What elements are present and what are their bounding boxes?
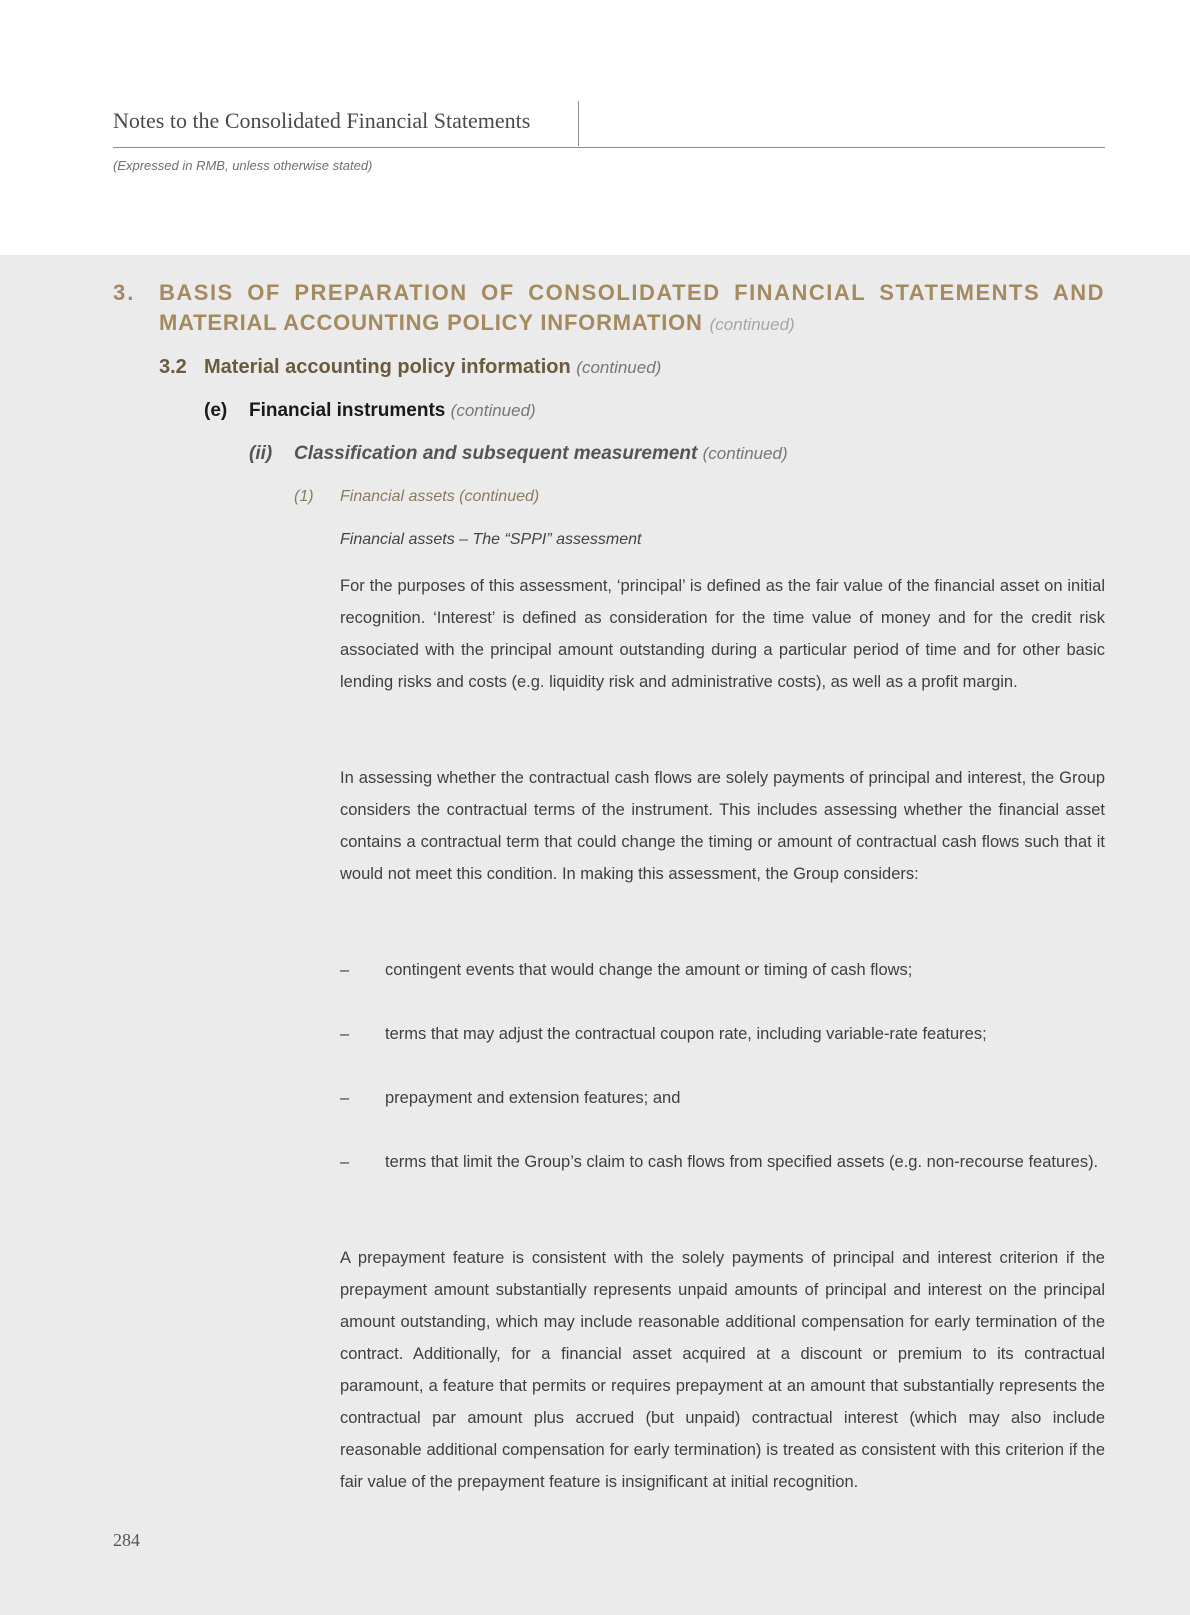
item-e-number: (e) (204, 400, 228, 421)
item-ii-number: (ii) (249, 443, 273, 464)
bullet-dash: – (340, 961, 350, 979)
item-e-title: Financial instruments (249, 400, 446, 421)
subsection-title: Material accounting policy information (204, 356, 571, 378)
subsection-number: 3.2 (159, 356, 187, 378)
list-item: contingent events that would change the amount or timing of cash flows; (385, 961, 913, 979)
section-title-text: MATERIAL ACCOUNTING POLICY INFORMATION (159, 310, 703, 335)
subsection-heading (204, 356, 661, 379)
section-continued: (continued) (709, 315, 795, 334)
document-header-title: Notes to the Consolidated Financial Statements (113, 108, 531, 133)
item-e-continued: (continued) (450, 401, 536, 420)
item-1-title: Financial assets (continued) (340, 488, 540, 505)
item-ii-continued: (continued) (702, 444, 788, 463)
header-vertical-rule (578, 101, 579, 146)
sppi-heading: Financial assets – The “SPPI” assessment (340, 531, 642, 548)
list-item: terms that may adjust the contractual coupon rate, including variable-rate features; (385, 1025, 987, 1043)
bullet-dash: – (340, 1089, 350, 1107)
paragraph-assessment: In assessing whether the contractual cash flows are solely payments of principal and interest, the Group considers the contractual terms of the instrument. This includes assessing whether the financial asset contains a contractual term that could change the timing or amount of contractual cash flows such that it would not meet this condition. In making this assessment, the Group considers: (340, 769, 1105, 883)
section-title-line-1: BASIS OF PREPARATION OF CONSOLIDATED FINANCIAL STATEMENTS AND (159, 280, 1105, 305)
item-1-number: (1) (294, 488, 314, 505)
item-ii-heading (294, 443, 788, 465)
page-number: 284 (113, 1530, 140, 1550)
item-ii-title: Classification and subsequent measurement (294, 443, 698, 464)
paragraph-principal-definition: For the purposes of this assessment, ‘principal’ is defined as the fair value of the financial asset on initial recognition. ‘Interest’ is defined as consideration for the time value of money and for the credit risk associated with the principal amount outstanding during a particular period of time and for other basic lending risks and costs (e.g. liquidity risk and administrative costs), as well as a profit margin. (340, 577, 1105, 691)
subsection-continued: (continued) (576, 358, 662, 377)
bullet-dash: – (340, 1153, 350, 1171)
header-horizontal-rule (113, 147, 1105, 148)
list-item: terms that limit the Group’s claim to cash flows from specified assets (e.g. non-recourse features). (385, 1153, 1099, 1171)
item-e-heading (249, 400, 536, 422)
section-title-line-2 (159, 310, 795, 336)
bullet-dash: – (340, 1025, 350, 1043)
paragraph-prepayment: A prepayment feature is consistent with the solely payments of principal and interest criterion if the prepayment amount substantially represents unpaid amounts of principal and interest on the principal amount outstanding, which may include reasonable additional compensation for early termination of the contract. Additionally, for a financial asset acquired at a discount or premium to its contractual paramount, a feature that permits or requires prepayment at an amount that substantially represents the contractual par amount plus accrued (but unpaid) contractual interest (which may also include reasonable additional compensation for early termination) is treated as consistent with this criterion if the fair value of the prepayment feature is insignificant at initial recognition. (340, 1249, 1105, 1491)
section-number: 3. (113, 280, 136, 305)
currency-note: (Expressed in RMB, unless otherwise stated) (113, 158, 373, 173)
list-item: prepayment and extension features; and (385, 1089, 681, 1107)
